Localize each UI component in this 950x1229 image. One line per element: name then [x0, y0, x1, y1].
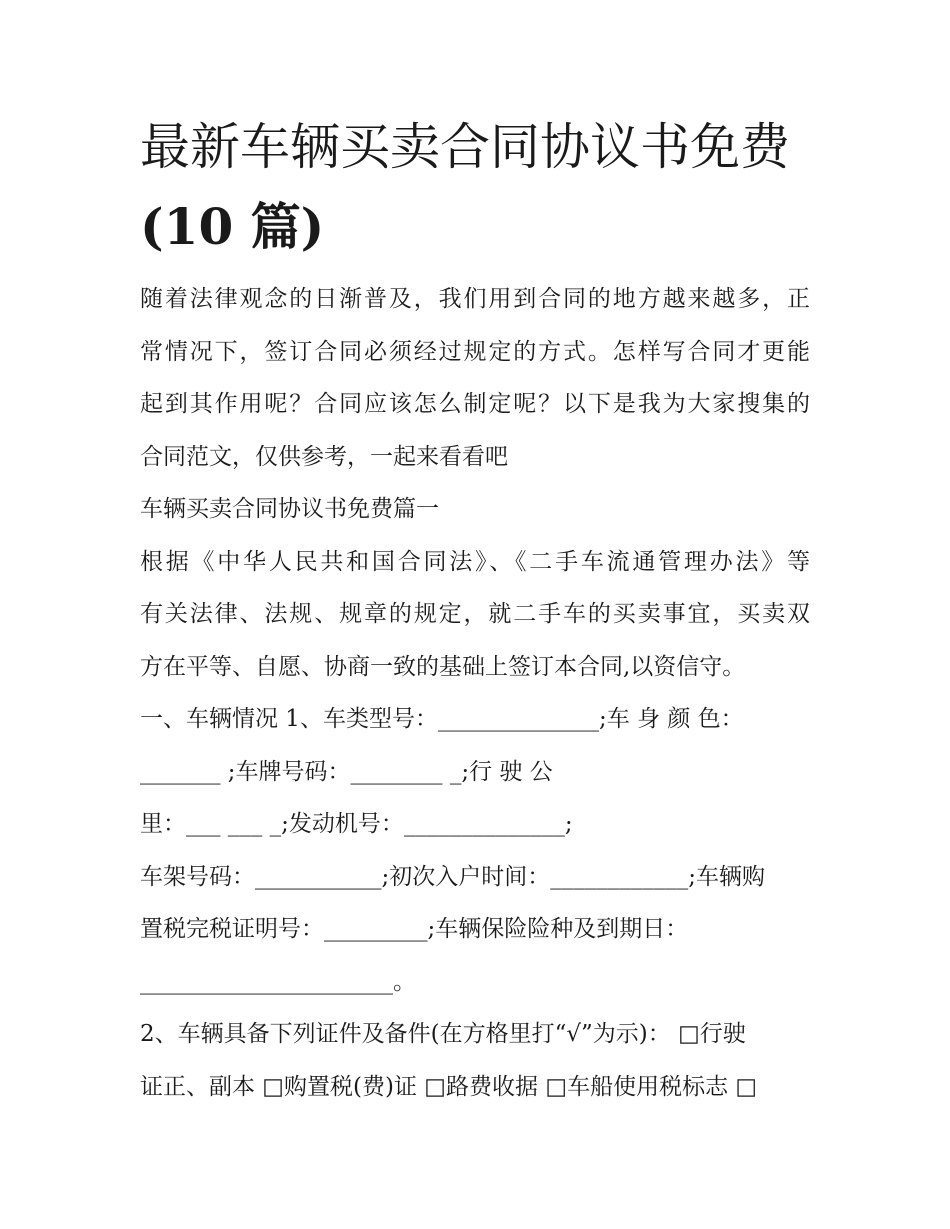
- paragraph-line: 起到其作用呢？合同应该怎么制定呢？以下是我为大家搜集的: [140, 391, 810, 417]
- paragraph-line: 根据《中华人民共和国合同法》、《二手车流通管理办法》等: [140, 548, 810, 575]
- form-line: 车架号码：___________;初次入户时间：____________;车辆购: [140, 863, 765, 890]
- document-title: [140, 107, 830, 267]
- form-line: 置税完税证明号：_________;车辆保险险种及到期日：: [140, 916, 689, 942]
- title-line-1: 最新车辆买卖合同协议书免费: [140, 118, 790, 176]
- paragraph-line: 方在平等、自愿、协商一致的基础上签订本合同,以资信守。: [140, 653, 746, 680]
- title-line-2: (10 篇): [140, 197, 325, 256]
- document-body: [140, 273, 830, 1113]
- paragraph-line: 随着法律观念的日渐普及，我们用到合同的地方越来越多，正: [140, 286, 810, 312]
- checklist-line: 2、车辆具备下列证件及备件(在方格里打“√”为示)： □行驶: [140, 1021, 746, 1047]
- form-line: 里：___ ___ _;发动机号：______________;: [140, 811, 573, 837]
- form-line: ______________________。: [140, 968, 416, 995]
- paragraph-line: 有关法律、法规、规章的规定，就二手车的买卖事宜，买卖双: [140, 601, 810, 627]
- paragraph-line: 常情况下，签订合同必须经过规定的方式。怎样写合同才更能: [140, 338, 810, 365]
- form-line: 一、车辆情况 1、车类型号：______________;车 身 颜 色：: [140, 706, 744, 732]
- checklist-line: 证正、副本 □购置税(费)证 □路费收据 □车船使用税标志 □: [140, 1073, 758, 1100]
- paragraph-line: 合同范文，仅供参考，一起来看看吧: [140, 443, 508, 470]
- form-line: _______ ;车牌号码：________ _;行 驶 公: [140, 758, 553, 785]
- section-heading: 车辆买卖合同协议书免费篇一: [140, 496, 439, 522]
